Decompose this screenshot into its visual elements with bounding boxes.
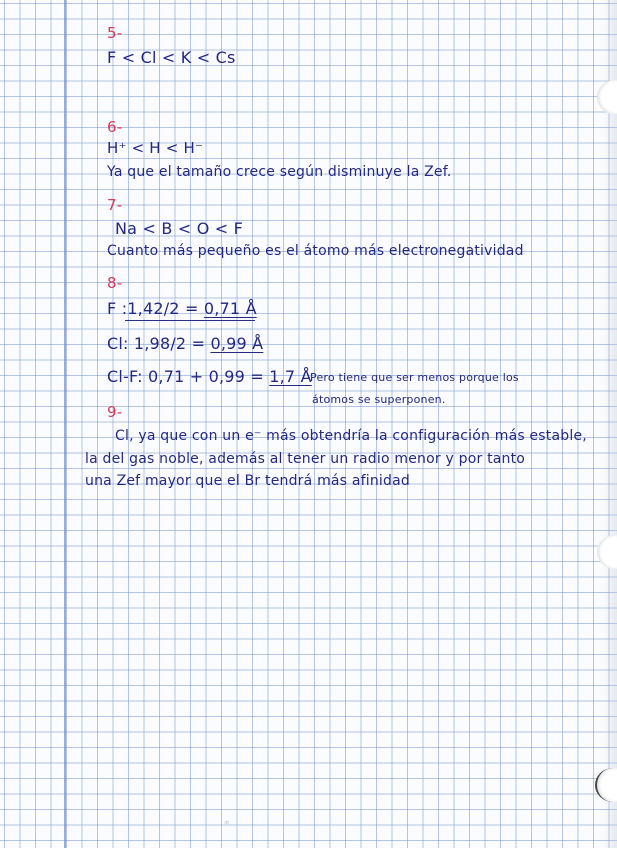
bond-note-line-2: átomos se superponen. bbox=[312, 393, 446, 406]
cl-radius-result: 0,99 Å bbox=[210, 334, 264, 353]
question-9-line-1: Cl, ya que con un e⁻ más obtendría la configuración más estable, bbox=[115, 428, 587, 444]
f-underline bbox=[125, 320, 255, 321]
cl-f-bond-expression: Cl-F: 0,71 + 0,99 = bbox=[107, 367, 270, 386]
binder-hole-2 bbox=[597, 535, 617, 569]
question-7-answer: Na < B < O < F bbox=[115, 219, 244, 238]
f-radius-expression: F :1,42/2 = bbox=[107, 299, 204, 318]
cl-radius-calc bbox=[107, 334, 263, 353]
question-6-answer: H⁺ < H < H⁻ bbox=[107, 139, 204, 157]
page-margin-line bbox=[64, 0, 66, 848]
question-9-line-3: una Zef mayor que el Br tendrá más afinidad bbox=[85, 473, 410, 489]
question-6-number: 6- bbox=[107, 118, 123, 136]
page-footer-mark: * bbox=[224, 818, 230, 831]
question-6-explanation: Ya que el tamaño crece según disminuye la Zef. bbox=[107, 164, 452, 180]
f-radius-result: 0,71 Å bbox=[203, 299, 257, 318]
question-9-number: 9- bbox=[107, 403, 123, 421]
cl-f-bond-result: 1,7 Å bbox=[269, 367, 312, 386]
question-5-number: 5- bbox=[107, 24, 123, 42]
question-8-number: 8- bbox=[107, 274, 123, 292]
cl-radius-expression: Cl: 1,98/2 = bbox=[107, 334, 211, 353]
cl-f-bond-calc bbox=[107, 367, 312, 386]
bond-note-line-1: Pero tiene que ser menos porque los bbox=[310, 371, 519, 384]
page-edge bbox=[603, 0, 617, 848]
question-9-line-2: la del gas noble, además al tener un radio menor y por tanto bbox=[85, 451, 526, 467]
question-7-explanation: Cuanto más pequeño es el átomo más electronegatividad bbox=[107, 243, 524, 259]
binder-hole-1 bbox=[597, 80, 617, 114]
binder-hole-3 bbox=[595, 768, 617, 802]
f-radius-calc bbox=[107, 299, 257, 318]
question-5-answer: F < Cl < K < Cs bbox=[107, 48, 236, 67]
question-7-number: 7- bbox=[107, 196, 123, 214]
